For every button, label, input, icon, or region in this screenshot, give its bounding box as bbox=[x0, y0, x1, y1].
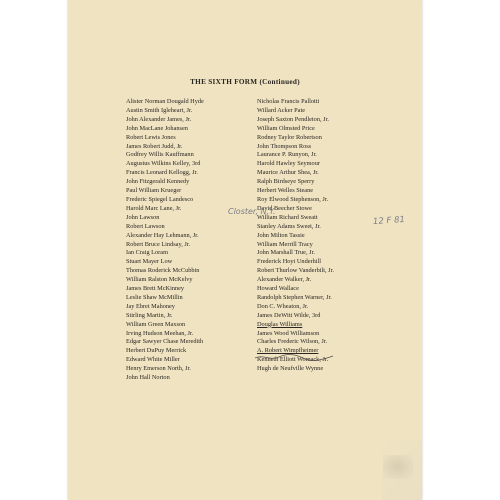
student-name: Austin Smith Igleheart, Jr. bbox=[126, 106, 193, 114]
student-name: Irving Hudson Meehan, Jr. bbox=[126, 329, 194, 337]
student-name: Douglas Williams bbox=[257, 320, 303, 328]
student-name: Kenneth Elliott Womack, Jr. bbox=[257, 356, 329, 364]
handwritten-date: 12 F 81 bbox=[372, 214, 406, 228]
student-name: Alexander Walker, Jr. bbox=[257, 276, 312, 284]
student-name: John Marshall True, Jr. bbox=[257, 249, 315, 257]
student-name: Alister Norman Dougald Hyde bbox=[126, 98, 204, 105]
student-name: William Richard Sweatt bbox=[257, 213, 318, 221]
handwritten-note: Closter, N.Y. bbox=[228, 207, 276, 216]
student-name: Robert Lewis Jones bbox=[126, 133, 176, 141]
student-name: Stuart Mayer Low bbox=[126, 258, 173, 266]
student-name: Alexander Hay Lehmann, Jr. bbox=[126, 231, 199, 239]
student-name: Henry Emerson North, Jr. bbox=[126, 365, 191, 373]
student-name: Charles Frederic Wilson, Jr. bbox=[257, 338, 328, 346]
student-name: Edgar Sawyer Chase Meredith bbox=[126, 338, 204, 346]
student-name: Herbert DuPuy Merrick bbox=[126, 347, 187, 355]
student-name: Robert Bruce Lindsay, Jr. bbox=[126, 240, 191, 248]
student-name: Howard Wallace bbox=[257, 285, 299, 293]
student-name: Francis Leonard Kellogg, Jr. bbox=[126, 169, 198, 177]
student-name: Stirling Martin, Jr. bbox=[126, 311, 173, 319]
paper-stain bbox=[383, 455, 413, 479]
student-name: John Alexander James, Jr. bbox=[126, 115, 192, 123]
student-name: John Lawson bbox=[126, 213, 160, 221]
student-name: Thomas Roderick McCubbin bbox=[126, 267, 200, 275]
student-name: Don C. Wheaton, Jr. bbox=[257, 302, 309, 310]
student-name: William Ralston McKelvy bbox=[126, 276, 193, 284]
student-name: David Beecher Stowe bbox=[257, 204, 312, 212]
student-name: Robert Lawson bbox=[126, 222, 165, 230]
student-name: Leslie Shaw McMillin bbox=[126, 293, 183, 301]
student-name: Willard Acker Pate bbox=[257, 106, 306, 114]
student-name: Randolph Stephen Warner, Jr. bbox=[257, 293, 332, 301]
student-name: A. Robert Wimpfheimer bbox=[257, 347, 319, 355]
student-name: Herbert Welles Steane bbox=[257, 187, 314, 195]
student-name: James DeWitt Wilde, 3rd bbox=[257, 311, 321, 319]
student-name: Rodney Taylor Robertson bbox=[257, 133, 322, 141]
student-name: William Green Maxson bbox=[126, 320, 186, 328]
student-name: William Merrill Tracy bbox=[257, 240, 313, 248]
student-name: John Fitzgerald Kennedy bbox=[126, 178, 190, 186]
student-name: Maurice Arthur Shea, Jr. bbox=[257, 169, 319, 177]
student-name: Nicholas Francis Pallotti bbox=[257, 98, 320, 105]
student-name: Robert Thurlow Vanderbilt, Jr. bbox=[257, 267, 334, 275]
student-name: Hugh de Neufville Wynne bbox=[257, 365, 324, 373]
student-name: Frederic Spiegel Landesco bbox=[126, 195, 194, 203]
page-title: THE SIXTH FORM (Continued) bbox=[190, 78, 300, 86]
student-name: Paul William Krueger bbox=[126, 187, 182, 195]
student-name: Laurance P. Runyon, Jr. bbox=[257, 151, 317, 159]
student-name: Roy Elwood Stephenson, Jr. bbox=[257, 195, 329, 203]
student-name: Augustus Wilkins Kelley, 3rd bbox=[126, 160, 201, 168]
student-name: James Robert Judd, Jr. bbox=[126, 142, 183, 150]
pen-scribble bbox=[253, 352, 335, 362]
student-name: John Milton Tassie bbox=[257, 231, 305, 239]
student-name: William Olmsted Price bbox=[257, 124, 315, 132]
student-name: Joseph Saxton Pendleton, Jr. bbox=[257, 115, 329, 123]
student-name: John MacLane Johansen bbox=[126, 124, 188, 132]
student-name: John Hall Norton bbox=[126, 374, 170, 382]
student-name: Jay Ebret Mahoney bbox=[126, 302, 175, 310]
student-name: Godfrey Willis Kauffmann bbox=[126, 151, 194, 159]
student-name: James Wood Williamson bbox=[257, 329, 320, 337]
student-name: James Brett McKinney bbox=[126, 285, 185, 293]
student-name: Edward White Miller bbox=[126, 356, 180, 364]
names-column-left bbox=[126, 98, 204, 383]
student-name: Frederick Hoyt Underhill bbox=[257, 258, 322, 266]
student-name: Harold Marc Lane, Jr. bbox=[126, 204, 182, 212]
student-name: Stanley Adams Sweet, Jr. bbox=[257, 222, 321, 230]
student-name: Ian Craig Loram bbox=[126, 249, 168, 257]
student-name: Harold Hawley Seymour bbox=[257, 160, 320, 168]
document-page bbox=[68, 0, 422, 500]
student-name: Ralph Birdseye Sperry bbox=[257, 178, 315, 186]
names-column-right bbox=[257, 98, 334, 374]
student-name: John Thompson Ross bbox=[257, 142, 312, 150]
